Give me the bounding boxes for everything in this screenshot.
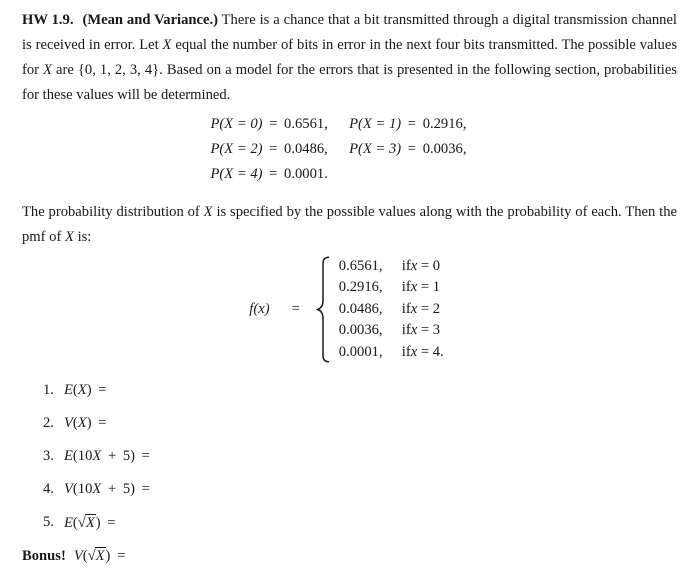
probability-equation-row — [0, 112, 693, 137]
intro-text-b: equal the number of bits in error in the next four bits transmitted. The possible values for — [22, 37, 678, 78]
question-number-4: 4. — [43, 481, 54, 497]
pmf-intro-var-x-2: X — [64, 229, 74, 245]
pmf-intro-text-a: The probability distribution of — [22, 204, 200, 220]
probability-equation-row — [0, 162, 693, 187]
square-root-icon: √X — [87, 548, 105, 564]
pmf-case-value-3: 0.0036, — [338, 322, 383, 339]
probability-equation-row — [0, 137, 693, 162]
prob-value-3: 0.0036, — [422, 141, 467, 157]
prob-value-4: 0.0001. — [284, 166, 328, 182]
prob-eq-4: = — [269, 166, 278, 182]
pmf-case-row: 0.2916, ifx = 1 — [339, 277, 444, 298]
prob-eq-2: = — [269, 141, 278, 157]
question-number-2: 2. — [43, 415, 54, 431]
question-number-5: 5. — [43, 514, 54, 530]
question-item-2 — [0, 415, 693, 448]
intro-paragraph — [22, 8, 677, 108]
prob-eq-0: = — [269, 116, 278, 132]
bonus-question — [22, 547, 128, 565]
pmf-case-value-2: 0.0486, — [338, 300, 383, 317]
pmf-intro-text-b: is specified by the possible values along with the probability of each. Then the pmf of — [22, 204, 677, 245]
bonus-body: V(√X) = — [73, 548, 126, 564]
question-item-5 — [0, 514, 693, 547]
pmf-case-value-0: 0.6561, — [338, 258, 383, 274]
pmf-intro-paragraph — [22, 200, 677, 250]
pmf-case-rows — [339, 256, 444, 363]
question-item-4 — [0, 481, 693, 514]
pmf-equals-sign: = — [291, 301, 300, 318]
pmf-piecewise-definition — [0, 256, 693, 363]
problem-heading-topic: (Mean and Variance.) — [82, 12, 218, 28]
probability-equations — [0, 112, 693, 187]
pmf-case-value-4: 0.0001, — [338, 343, 383, 360]
prob-lhs-4: P(X = 4) — [210, 166, 263, 182]
left-curly-brace-icon — [316, 256, 330, 363]
question-body-2: V(X) = — [64, 415, 107, 431]
pmf-intro-text-c: is: — [77, 229, 92, 245]
pmf-left-hand-side — [249, 301, 316, 318]
intro-var-x-1: X — [162, 37, 172, 53]
intro-var-x-2: X — [43, 62, 52, 78]
question-item-3 — [0, 448, 693, 481]
pmf-case-row: 0.0001, ifx = 4. — [339, 342, 444, 363]
question-item-1 — [0, 382, 693, 415]
pmf-case-value-1: 0.2916, — [338, 279, 383, 296]
question-body-3: E(10X + 5) = — [64, 448, 150, 464]
question-body-5: E(√X) = — [64, 515, 116, 531]
pmf-intro-var-x-1: X — [203, 204, 213, 220]
pmf-case-row: 0.0036, ifx = 3 — [339, 320, 444, 341]
prob-eq-3: = — [407, 141, 417, 157]
square-root-icon: √X — [77, 515, 95, 531]
prob-lhs-1: P(X = 1) — [349, 116, 402, 132]
bonus-label: Bonus! — [22, 548, 66, 564]
intro-text-a: There is a chance that a bit transmitted through a digital transmission channel is received in error. Let — [22, 12, 677, 53]
question-number-3: 3. — [43, 448, 54, 464]
question-number-1: 1. — [43, 382, 54, 398]
question-body-1: E(X) = — [64, 382, 107, 398]
prob-value-0: 0.6561, — [284, 116, 328, 132]
prob-lhs-0: P(X = 0) — [210, 116, 263, 132]
intro-text-c: are {0, 1, 2, 3, 4}. Based on a model for the errors that is presented in the following section, probabilities for these values will be determined. — [22, 62, 677, 103]
pmf-case-row: 0.0486, ifx = 2 — [339, 299, 444, 320]
pmf-function-name: f(x) — [249, 301, 270, 318]
prob-lhs-2: P(X = 2) — [210, 141, 263, 157]
question-body-4: V(10X + 5) = — [64, 481, 150, 497]
question-list — [0, 382, 693, 547]
pmf-case-row: 0.6561, ifx = 0 — [339, 256, 444, 277]
prob-eq-1: = — [407, 116, 417, 132]
prob-value-2: 0.0486, — [284, 141, 328, 157]
prob-value-1: 0.2916, — [422, 116, 467, 132]
prob-lhs-3: P(X = 3) — [349, 141, 402, 157]
problem-heading-label: HW 1.9. — [22, 12, 74, 28]
